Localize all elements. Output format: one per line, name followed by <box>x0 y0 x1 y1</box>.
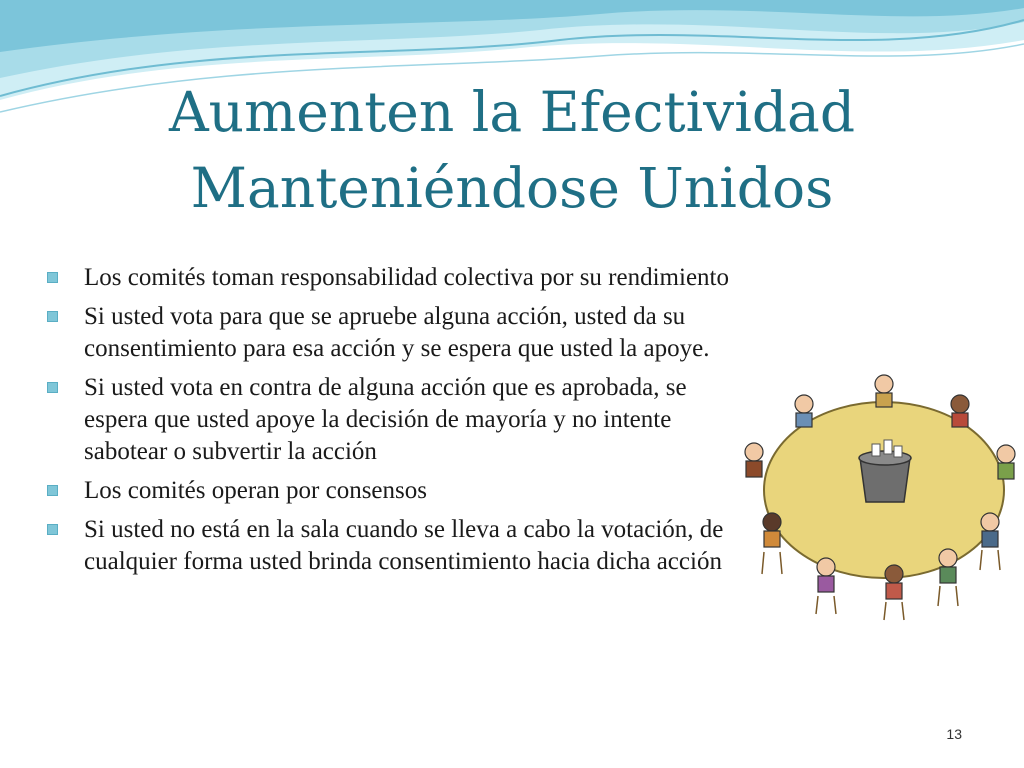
bullet-item <box>44 301 744 365</box>
bullet-text: Si usted vota para que se apruebe alguna acción, usted da su consentimiento para esa acción y se espera que usted la apoye. <box>84 303 710 362</box>
slide-title-line-2: Manteniéndose Unidos <box>190 156 834 220</box>
committee-round-table-illustration <box>734 362 1024 624</box>
slide-title-line-1: Aumenten la Efectividad <box>168 80 856 144</box>
bullet-item <box>44 514 744 578</box>
square-bullet-icon <box>47 382 58 393</box>
bullet-text: Si usted vota en contra de alguna acción que es aprobada, se espera que usted apoye la decisión de mayoría y no intente sabotear o subvertir la acción <box>84 374 687 465</box>
bullet-item <box>44 372 744 468</box>
bullet-list <box>44 262 744 585</box>
square-bullet-icon <box>47 524 58 535</box>
bullet-item <box>44 262 744 294</box>
square-bullet-icon <box>47 272 58 283</box>
page-number: 13 <box>946 726 962 742</box>
slide-title <box>0 74 1024 226</box>
bullet-text: Los comités operan por consensos <box>84 477 427 504</box>
square-bullet-icon <box>47 311 58 322</box>
bullet-item <box>44 475 744 507</box>
bullet-text: Si usted no está en la sala cuando se lleva a cabo la votación, de cualquier forma usted brinda consentimiento hacia dicha acción <box>84 516 724 575</box>
square-bullet-icon <box>47 485 58 496</box>
bullet-text: Los comités toman responsabilidad colectiva por su rendimiento <box>84 264 729 291</box>
